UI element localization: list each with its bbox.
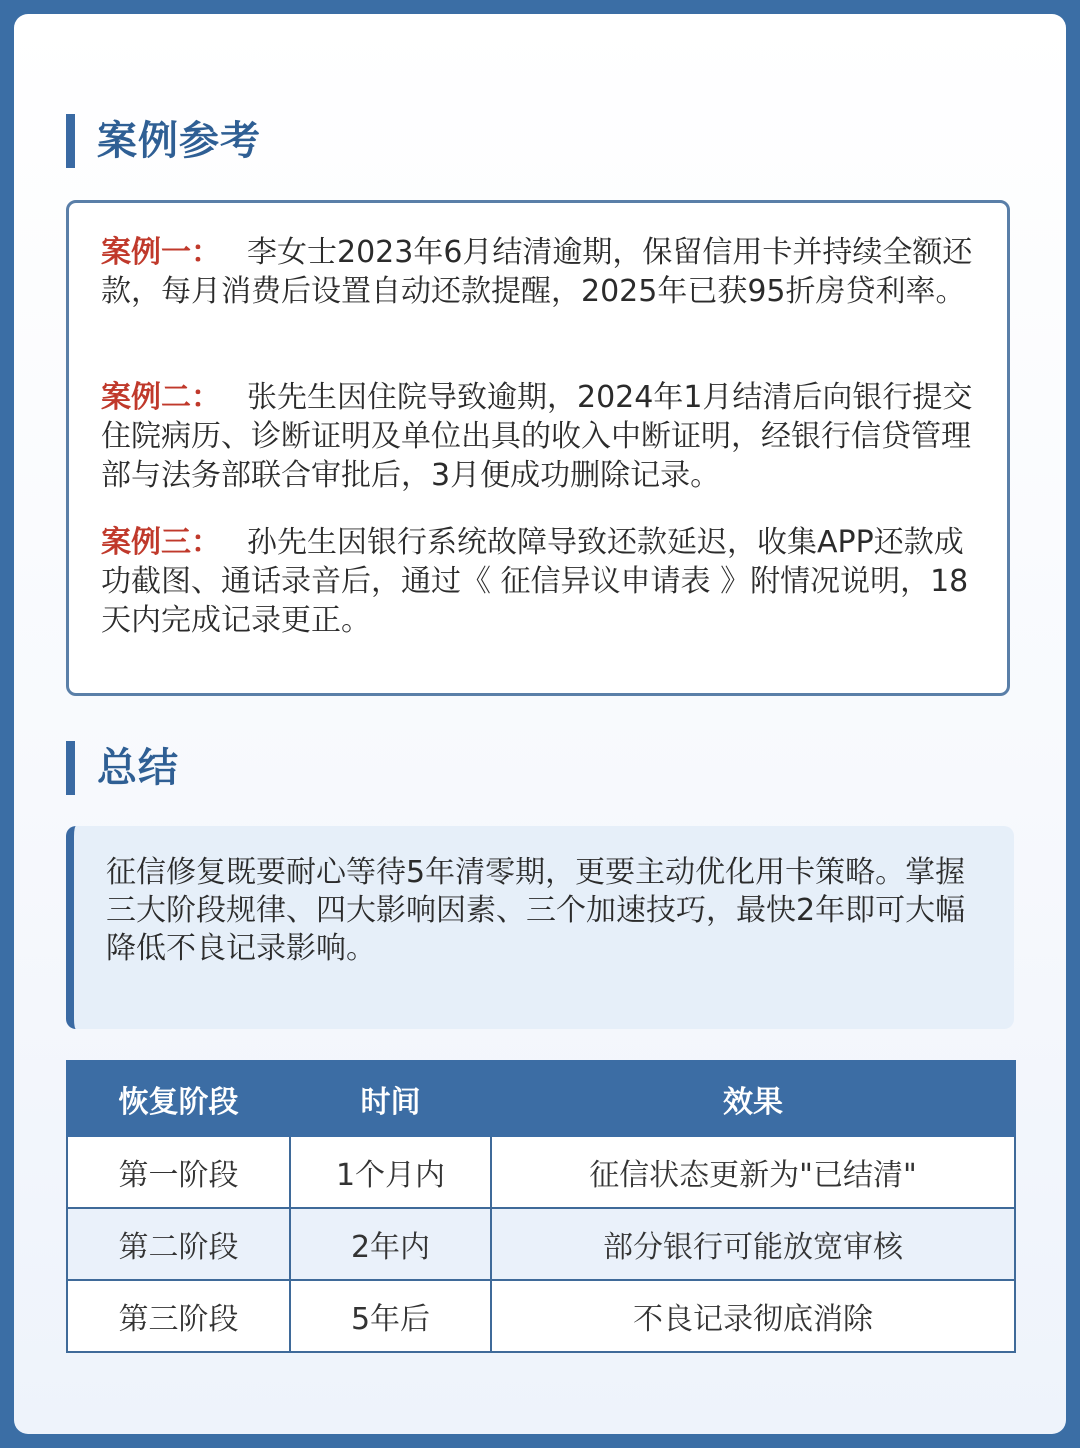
summary-text: 征信修复既要耐心等待5年清零期，更要主动优化用卡策略。掌握三大阶段规律、四大影响因素、三个加速技巧，最快2年即可大幅降低不良记录影响。 [106, 855, 966, 966]
cases-section-title: 案例参考 [66, 114, 261, 168]
table-cell-stage: 第二阶段 [67, 1208, 290, 1280]
case-text: 张先生因住院导致逾期，2024年1月结清后向银行提交住院病历、诊断证明及单位出具的收入中断证明，经银行信贷管理部与法务部联合审批后，3月便成功删除记录。 [101, 380, 973, 493]
case-item-3 [101, 523, 991, 640]
table-cell-time: 5年后 [290, 1280, 491, 1352]
case-item-1 [101, 233, 991, 311]
table-header-effect: 效果 [491, 1061, 1015, 1136]
summary-section-title: 总结 [66, 741, 179, 795]
summary-box [66, 826, 1014, 1029]
case-tag: 案例三： [101, 525, 221, 560]
table-cell-effect: 不良记录彻底消除 [491, 1280, 1015, 1352]
table-row [67, 1136, 1015, 1208]
table-header-time: 时间 [290, 1061, 491, 1136]
stages-table [66, 1060, 1016, 1353]
cases-box [66, 200, 1010, 696]
table-cell-effect: 部分银行可能放宽审核 [491, 1208, 1015, 1280]
case-text: 孙先生因银行系统故障导致还款延迟，收集APP还款成功截图、通话录音后，通过《 征信异议申请表 》附情况说明，18天内完成记录更正。 [101, 525, 969, 638]
table-row [67, 1280, 1015, 1352]
table-header-row [67, 1061, 1015, 1136]
case-tag: 案例一： [101, 235, 221, 270]
table-cell-effect: 征信状态更新为"已结清" [491, 1136, 1015, 1208]
table-cell-stage: 第一阶段 [67, 1136, 290, 1208]
case-text: 李女士2023年6月结清逾期，保留信用卡并持续全额还款，每月消费后设置自动还款提醒，2025年已获95折房贷利率。 [101, 235, 973, 309]
case-tag: 案例二： [101, 380, 221, 415]
case-item-2 [101, 378, 991, 495]
table-cell-stage: 第三阶段 [67, 1280, 290, 1352]
page-frame [14, 14, 1066, 1434]
table-row [67, 1208, 1015, 1280]
table-header-stage: 恢复阶段 [67, 1061, 290, 1136]
table-cell-time: 1个月内 [290, 1136, 491, 1208]
table-cell-time: 2年内 [290, 1208, 491, 1280]
